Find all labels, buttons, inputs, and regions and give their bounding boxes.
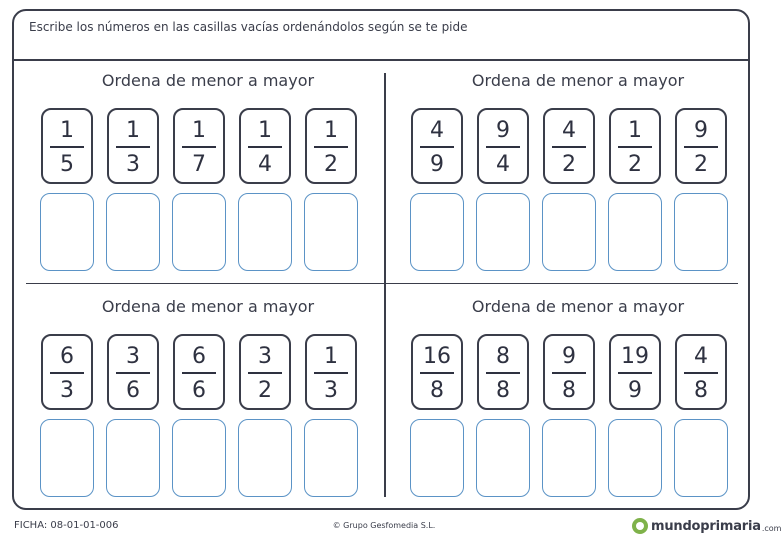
quadrant-bottom-right bbox=[408, 297, 748, 517]
denominator: 3 bbox=[324, 378, 338, 403]
fraction-bar bbox=[182, 372, 216, 374]
fraction-bar bbox=[182, 146, 216, 148]
numerator: 4 bbox=[430, 118, 444, 143]
worksheet bbox=[12, 9, 750, 510]
answer-box[interactable] bbox=[304, 419, 358, 497]
fraction-card bbox=[543, 334, 595, 410]
fraction-card bbox=[107, 334, 159, 410]
answer-box[interactable] bbox=[238, 419, 292, 497]
numerator: 9 bbox=[496, 118, 510, 143]
answer-box[interactable] bbox=[40, 193, 94, 271]
fraction-card bbox=[41, 334, 93, 410]
fraction-bar bbox=[50, 146, 84, 148]
brand-logo bbox=[632, 515, 781, 537]
fraction-bar bbox=[552, 146, 586, 148]
answer-box[interactable] bbox=[106, 419, 160, 497]
numerator: 16 bbox=[423, 344, 451, 369]
denominator: 9 bbox=[430, 152, 444, 177]
numerator: 1 bbox=[126, 118, 140, 143]
denominator: 8 bbox=[694, 378, 708, 403]
instruction-bar bbox=[14, 11, 748, 61]
fraction-card bbox=[477, 108, 529, 184]
denominator: 5 bbox=[60, 152, 74, 177]
answer-box[interactable] bbox=[476, 419, 530, 497]
answer-box[interactable] bbox=[238, 193, 292, 271]
quadrant-title: Ordena de menor a mayor bbox=[471, 71, 685, 90]
fraction-bar bbox=[684, 146, 718, 148]
brand-name: mundoprimaria bbox=[651, 518, 761, 534]
numerator: 1 bbox=[258, 118, 272, 143]
fraction-card bbox=[239, 108, 291, 184]
numerator: 6 bbox=[60, 344, 74, 369]
denominator: 8 bbox=[430, 378, 444, 403]
answer-box[interactable] bbox=[304, 193, 358, 271]
numerator: 1 bbox=[192, 118, 206, 143]
numerator: 3 bbox=[126, 344, 140, 369]
quadrant-bottom-left bbox=[38, 297, 378, 517]
fraction-bar bbox=[486, 146, 520, 148]
denominator: 2 bbox=[324, 152, 338, 177]
fraction-bar bbox=[618, 372, 652, 374]
fraction-card bbox=[305, 334, 357, 410]
denominator: 2 bbox=[562, 152, 576, 177]
quadrant-top-right bbox=[408, 71, 748, 291]
instruction-text: Escribe los números en las casillas vacías ordenándolos según se te pide bbox=[29, 20, 468, 34]
fraction-bar bbox=[116, 146, 150, 148]
answer-box[interactable] bbox=[674, 419, 728, 497]
fraction-card bbox=[305, 108, 357, 184]
quadrant-title: Ordena de menor a mayor bbox=[101, 297, 315, 316]
fraction-bar bbox=[314, 372, 348, 374]
denominator: 6 bbox=[126, 378, 140, 403]
answer-box[interactable] bbox=[542, 193, 596, 271]
denominator: 8 bbox=[562, 378, 576, 403]
fraction-card bbox=[543, 108, 595, 184]
denominator: 8 bbox=[496, 378, 510, 403]
answer-box[interactable] bbox=[608, 419, 662, 497]
denominator: 2 bbox=[258, 378, 272, 403]
denominator: 6 bbox=[192, 378, 206, 403]
answer-box[interactable] bbox=[172, 419, 226, 497]
fraction-card bbox=[675, 108, 727, 184]
numerator: 6 bbox=[192, 344, 206, 369]
fraction-card bbox=[477, 334, 529, 410]
fraction-card bbox=[41, 108, 93, 184]
numerator: 3 bbox=[258, 344, 272, 369]
numerator: 1 bbox=[324, 344, 338, 369]
fraction-card bbox=[609, 108, 661, 184]
fraction-card bbox=[609, 334, 661, 410]
denominator: 4 bbox=[258, 152, 272, 177]
answer-box[interactable] bbox=[172, 193, 226, 271]
fraction-bar bbox=[552, 372, 586, 374]
fraction-card bbox=[675, 334, 727, 410]
quadrant-top-left bbox=[38, 71, 378, 291]
fraction-bar bbox=[684, 372, 718, 374]
numerator: 8 bbox=[496, 344, 510, 369]
numerator: 9 bbox=[694, 118, 708, 143]
fraction-bar bbox=[420, 372, 454, 374]
numerator: 1 bbox=[324, 118, 338, 143]
fraction-bar bbox=[116, 372, 150, 374]
denominator: 3 bbox=[60, 378, 74, 403]
numerator: 4 bbox=[694, 344, 708, 369]
answer-box[interactable] bbox=[410, 419, 464, 497]
fraction-bar bbox=[420, 146, 454, 148]
fraction-bar bbox=[50, 372, 84, 374]
fraction-bar bbox=[248, 372, 282, 374]
fraction-card bbox=[107, 108, 159, 184]
answer-box[interactable] bbox=[40, 419, 94, 497]
fraction-bar bbox=[618, 146, 652, 148]
denominator: 4 bbox=[496, 152, 510, 177]
copyright-text: © Grupo Gesfomedia S.L. bbox=[332, 521, 436, 530]
numerator: 9 bbox=[562, 344, 576, 369]
brand-circle-icon bbox=[632, 518, 648, 534]
numerator: 19 bbox=[621, 344, 649, 369]
answer-box[interactable] bbox=[476, 193, 530, 271]
denominator: 2 bbox=[694, 152, 708, 177]
fraction-card bbox=[411, 334, 463, 410]
worksheet-code: FICHA: 08-01-01-006 bbox=[14, 520, 119, 531]
fraction-card bbox=[173, 108, 225, 184]
denominator: 7 bbox=[192, 152, 206, 177]
fraction-card bbox=[173, 334, 225, 410]
answer-box[interactable] bbox=[106, 193, 160, 271]
quadrant-title: Ordena de menor a mayor bbox=[101, 71, 315, 90]
fraction-bar bbox=[314, 146, 348, 148]
fraction-card bbox=[239, 334, 291, 410]
brand-tld: .com bbox=[761, 523, 781, 533]
numerator: 1 bbox=[60, 118, 74, 143]
denominator: 9 bbox=[628, 378, 642, 403]
vertical-divider bbox=[384, 73, 386, 497]
answer-box[interactable] bbox=[674, 193, 728, 271]
fraction-bar bbox=[248, 146, 282, 148]
numerator: 4 bbox=[562, 118, 576, 143]
quadrant-title: Ordena de menor a mayor bbox=[471, 297, 685, 316]
numerator: 1 bbox=[628, 118, 642, 143]
fraction-bar bbox=[486, 372, 520, 374]
answer-box[interactable] bbox=[608, 193, 662, 271]
denominator: 2 bbox=[628, 152, 642, 177]
denominator: 3 bbox=[126, 152, 140, 177]
answer-box[interactable] bbox=[410, 193, 464, 271]
fraction-card bbox=[411, 108, 463, 184]
answer-box[interactable] bbox=[542, 419, 596, 497]
